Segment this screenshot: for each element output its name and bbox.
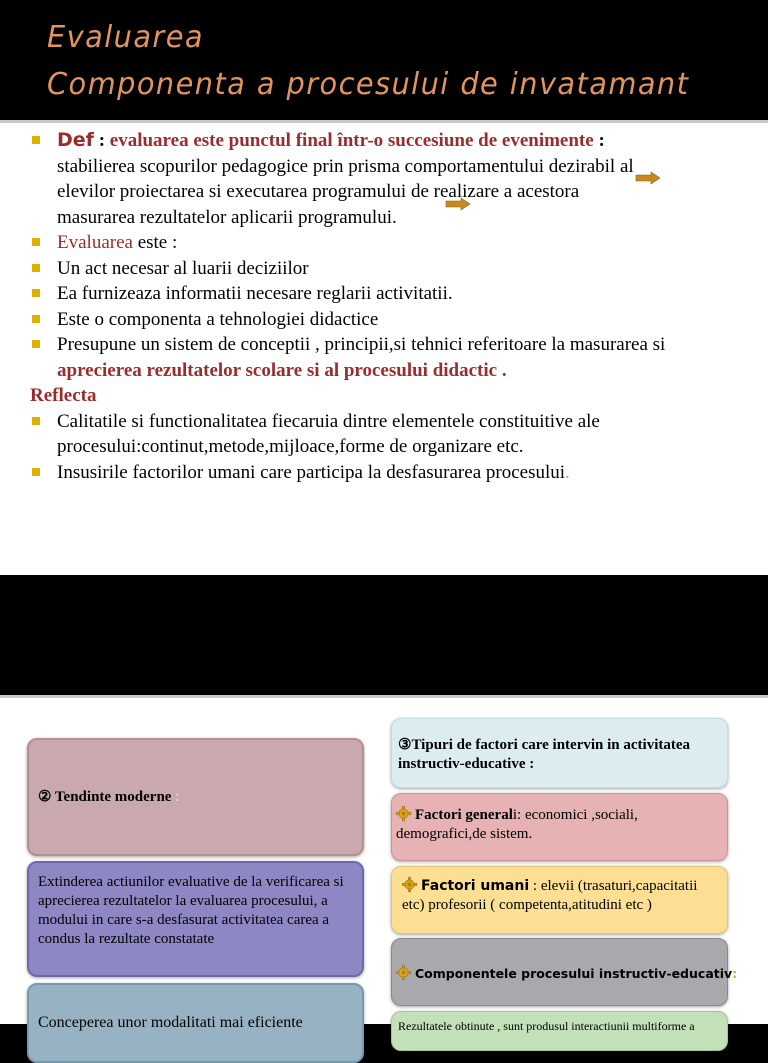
def-highlight: evaluarea este punctul final într-o succesiune de evenimente — [109, 130, 594, 151]
conceperea-box — [27, 983, 364, 1063]
factori-generali-i: i — [512, 807, 518, 823]
bullet-square-icon — [32, 340, 40, 348]
factori-generali-text: : economici ,sociali, demografici,de sistem. — [396, 807, 638, 842]
reflecta-line-2: procesului:continut,metode,mijloace,forme de organizare etc. — [57, 436, 524, 457]
reflecta-line-3: Insusirile factorilor umani care participa la desfasurarea procesului — [57, 461, 566, 483]
conceperea-text: Conceperea unor modalitati mai eficiente — [38, 1014, 303, 1031]
evaluarea-item — [30, 230, 750, 256]
factori-umani-box — [391, 866, 728, 934]
rezultatele-box — [391, 1011, 728, 1051]
def-colon: : — [593, 130, 605, 151]
factori-umani-text: : elevii (trasaturi,capacitatii etc) profesorii ( competenta,atitudini etc ) — [402, 878, 698, 913]
bullet-square-icon — [32, 468, 40, 476]
extinderea-text: Extinderea actiunilor evaluative de la verificarea si aprecierea rezultatelor la evaluarea procesului, a modului in care s-a desfasurat activitatea carea a condus la rezultate constatate — [38, 874, 344, 947]
reflecta-label: Reflecta — [30, 385, 97, 406]
tendinte-colon: : — [171, 789, 180, 805]
definition-item — [30, 128, 750, 230]
list-item-text: Un act necesar al luarii deciziilor — [57, 257, 309, 279]
reflecta-item — [30, 409, 750, 460]
def-label: Def — [57, 129, 94, 151]
right-arrow-icon — [446, 198, 470, 210]
evaluarea-label: Evaluarea — [57, 232, 133, 253]
bullet-square-icon — [32, 238, 40, 246]
gear-icon — [402, 877, 417, 892]
gear-icon — [396, 806, 411, 821]
componentele-text: Componentele procesului instructiv-educativ — [415, 966, 733, 981]
title-line-1: Evaluarea — [47, 20, 204, 55]
tendinte-text: ② Tendinte moderne — [38, 789, 172, 805]
slide-2 — [0, 698, 768, 1033]
factori-generali-label: Factori general — [415, 807, 513, 823]
def-line-2: stabilierea scopurilor pedagogice prin prisma comportamentului dezirabil al — [57, 155, 634, 177]
rezultatele-text: Rezultatele obtinute , sunt produsul interactiunii multiforme a — [398, 1019, 695, 1033]
componentele-colon: : — [732, 966, 738, 981]
title-line-2: Componenta a procesului de invatamant — [47, 67, 690, 102]
slide-2-title-band — [0, 575, 768, 698]
bullet-square-icon — [32, 289, 40, 297]
tendinte-box — [27, 738, 364, 856]
reflecta-heading — [30, 383, 750, 409]
list-item — [30, 307, 750, 333]
tipuri-box — [391, 718, 728, 788]
slide-content — [30, 128, 750, 485]
factori-generali-box — [391, 793, 728, 861]
reflecta-item — [30, 460, 750, 486]
list-item — [30, 256, 750, 282]
extinderea-box — [27, 861, 364, 977]
gear-icon — [396, 965, 411, 980]
def-line-3: elevilor proiectarea si executarea programului de realizare a acestora — [57, 181, 580, 202]
tipuri-text: ③Tipuri de factori care intervin in activitatea instructiv-educative : — [398, 737, 691, 772]
reflecta-dot: . — [565, 461, 570, 483]
reflecta-line-1: Calitatile si functionalitatea fiecaruia dintre elementele constituitive ale — [57, 410, 600, 432]
bullet-square-icon — [32, 315, 40, 323]
def-line-4: masurarea rezultatelor aplicarii programului. — [57, 206, 397, 228]
bullet-square-icon — [32, 136, 40, 144]
bullet-square-icon — [32, 417, 40, 425]
factori-umani-label: Factori umani — [421, 878, 530, 894]
componentele-box — [391, 938, 738, 1006]
presupune-item — [30, 332, 750, 383]
right-arrow-icon — [636, 172, 660, 184]
list-item-text: Ea furnizeaza informatii necesare reglarii activitatii. — [57, 283, 453, 304]
evaluarea-rest: este : — [132, 232, 178, 253]
list-item — [30, 281, 750, 307]
list-item-text: Este o componenta a tehnologiei didactice — [57, 308, 379, 330]
bullet-square-icon — [32, 264, 40, 272]
def-separator: : — [93, 130, 110, 151]
title-band — [0, 0, 768, 123]
presupune-line-2: aprecierea rezultatelor scolare si al procesului didactic . — [57, 359, 507, 381]
presupune-line-1: Presupune un sistem de conceptii , principii,si tehnici referitoare la masurarea si — [57, 334, 666, 355]
